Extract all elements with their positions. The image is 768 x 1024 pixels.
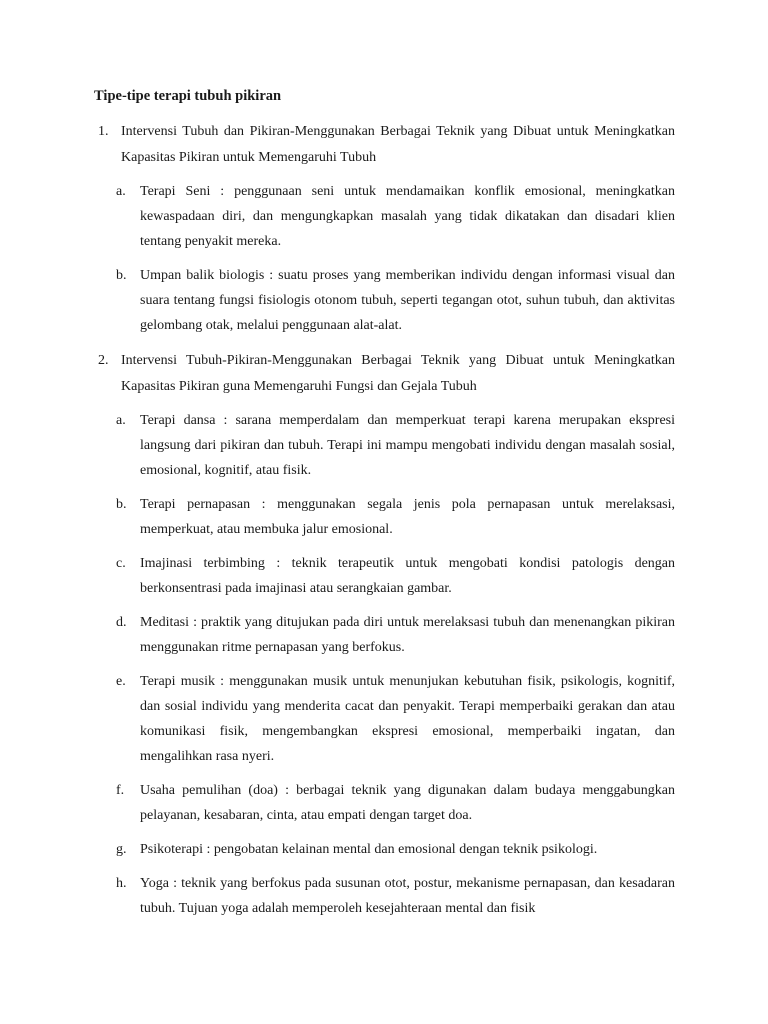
list-marker: b. [116,497,127,512]
sub-list-item [0,871,768,921]
sub-list-item [0,837,768,862]
list-marker: a. [116,184,126,199]
list-item-text: Yoga : teknik yang berfokus pada susunan otot, postur, mekanisme pernapasan, dan kesadaran tubuh. Tujuan yoga adalah memperoleh kesejahteraan mental dan fisik [140,876,675,916]
list-item-text: Terapi pernapasan : menggunakan segala jenis pola pernapasan untuk merelaksasi, memperkuat, atau membuka jalur emosional. [140,497,675,537]
sub-list-item [0,492,768,542]
list-marker: f. [116,783,125,798]
section-heading: Intervensi Tubuh dan Pikiran-Menggunakan Berbagai Teknik yang Dibuat untuk Meningkatkan Kapasitas Pikiran untuk Memengaruhi Tubuh [121,124,675,165]
list-item-text: Imajinasi terbimbing : teknik terapeutik untuk mengobati kondisi patologis dengan berkonsentrasi pada imajinasi atau serangkaian gambar. [140,556,675,596]
sub-list-item [0,669,768,769]
list-marker: 2. [98,353,109,368]
sub-list [0,179,768,338]
list-marker: b. [116,268,127,283]
main-list [0,119,768,931]
sub-list-item [0,263,768,338]
sub-list-item [0,179,768,254]
list-item-text: Umpan balik biologis : suatu proses yang memberikan individu dengan informasi visual dan suara tentang fungsi fisiologis otonom tubuh, seperti tegangan otot, suhun tubuh, dan aktivitas gelombang otak, melalui penggunaan alat-alat. [140,268,675,333]
list-marker: h. [116,876,127,891]
main-list-item-1 [0,119,768,338]
list-item-text: Psikoterapi : pengobatan kelainan mental dan emosional dengan teknik psikologi. [140,842,598,857]
sub-list-item [0,610,768,660]
sub-list-item [0,551,768,601]
section-heading: Intervensi Tubuh-Pikiran-Menggunakan Berbagai Teknik yang Dibuat untuk Meningkatkan Kapasitas Pikiran guna Memengaruhi Fungsi dan Gejala Tubuh [121,353,675,394]
sub-list-item [0,778,768,828]
list-item-text: Terapi Seni : penggunaan seni untuk mendamaikan konflik emosional, meningkatkan kewaspadaan diri, dan mengungkapkan masalah yang tidak dikatakan dan disadari klien tentang penyakit mereka. [140,184,675,249]
list-item-text: Usaha pemulihan (doa) : berbagai teknik yang digunakan dalam budaya menggabungkan pelayanan, kesabaran, cinta, atau empati dengan target doa. [140,783,675,823]
list-item-text: Meditasi : praktik yang ditujukan pada diri untuk merelaksasi tubuh dan menenangkan pikiran menggunakan ritme pernapasan yang berfokus. [140,615,675,655]
list-marker: a. [116,413,126,428]
list-item-text: Terapi dansa : sarana memperdalam dan memperkuat terapi karena merupakan ekspresi langsung dari pikiran dan tubuh. Terapi ini mampu mengobati individu dengan masalah sosial, emosional, kognitif, atau fisik. [140,413,675,478]
document-title: Tipe-tipe terapi tubuh pikiran [94,88,282,104]
sub-list-item [0,408,768,483]
list-marker: c. [116,556,126,571]
list-marker: d. [116,615,127,630]
list-item-text: Terapi musik : menggunakan musik untuk menunjukan kebutuhan fisik, psikologis, kognitif, dan sosial individu yang menderita cacat dan penyakit. Terapi memperbaiki gerakan dan atau komunikasi fisik, mengembangkan ekspresi emosional, memperbaiki ingatan, dan mengalihkan rasa nyeri. [140,674,675,764]
sub-list [0,408,768,921]
list-marker: g. [116,842,127,857]
list-marker: e. [116,674,126,689]
list-marker: 1. [98,124,109,139]
main-list-item-2 [0,348,768,921]
